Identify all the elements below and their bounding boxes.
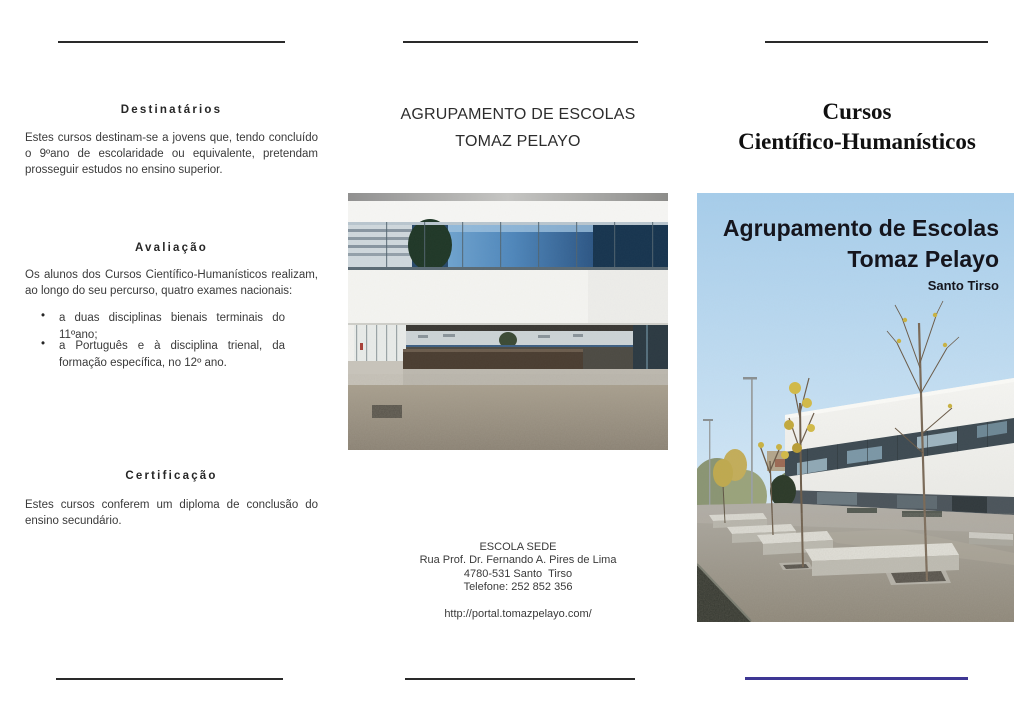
overlay-school-name-line1: Agrupamento de Escolas [722,215,999,241]
bullet-marker: • [41,338,46,350]
school-address-block [370,541,666,595]
bullet-item [25,338,293,372]
brochure-title-line2: Científico-Humanísticos [738,129,976,154]
school-name-title [370,101,666,155]
overlay-location: Santo Tirso [927,278,999,293]
section-body-avaliacao: Os alunos dos Cursos Científico-Humanísticos realizam, ao longo do seu percurso, quatro exames nacionais: [25,269,318,297]
school-name-line1: AGRUPAMENTO DE ESCOLAS [400,106,636,123]
section-body-certificacao: Estes cursos conferem um diploma de conclusão do ensino secundário. [25,499,318,527]
bottom-rule-left [56,678,283,680]
address-line-street: Rua Prof. Dr. Fernando A. Pires de Lima [419,554,617,567]
bullet-text: a Português e à disciplina trienal, da formação específica, no 12º ano. [59,340,285,369]
bullet-text: a duas disciplinas bienais terminais do 11ºano; [59,312,285,341]
bottom-rule-middle [405,678,635,680]
school-website-url: http://portal.tomazpelayo.com/ [444,608,592,620]
address-line-escola-sede: ESCOLA SEDE [479,541,557,553]
brochure-title [707,97,1007,157]
overlay-school-name-line2: Tomaz Pelayo [847,246,999,272]
bullet-marker: • [41,310,46,322]
school-building-photo [348,193,668,450]
section-heading-certificacao: Certificação [125,470,218,482]
section-heading-avaliacao: Avaliação [134,242,209,254]
top-rule-left [58,41,285,43]
school-name-line2: TOMAZ PELAYO [455,133,581,150]
school-building-photo-graphic [348,193,668,450]
photo-overlay-school-name [723,213,999,294]
brochure-title-line1: Cursos [822,99,892,124]
bottom-rule-right-blue [745,677,968,680]
address-line-postal: 4780-531 Santo Tirso [463,567,573,580]
top-rule-right [765,41,988,43]
address-line-phone: Telefone: 252 852 356 [463,581,573,594]
section-body-destinatarios: Estes cursos destinam-se a jovens que, tendo concluído o 9ºano de escolaridade ou equivalente, pretendam prosseguir estudos no ensino superior. [25,132,318,176]
top-rule-middle [403,41,638,43]
section-heading-destinatarios: Destinatários [120,104,223,116]
campus-cover-photo [697,193,1014,622]
